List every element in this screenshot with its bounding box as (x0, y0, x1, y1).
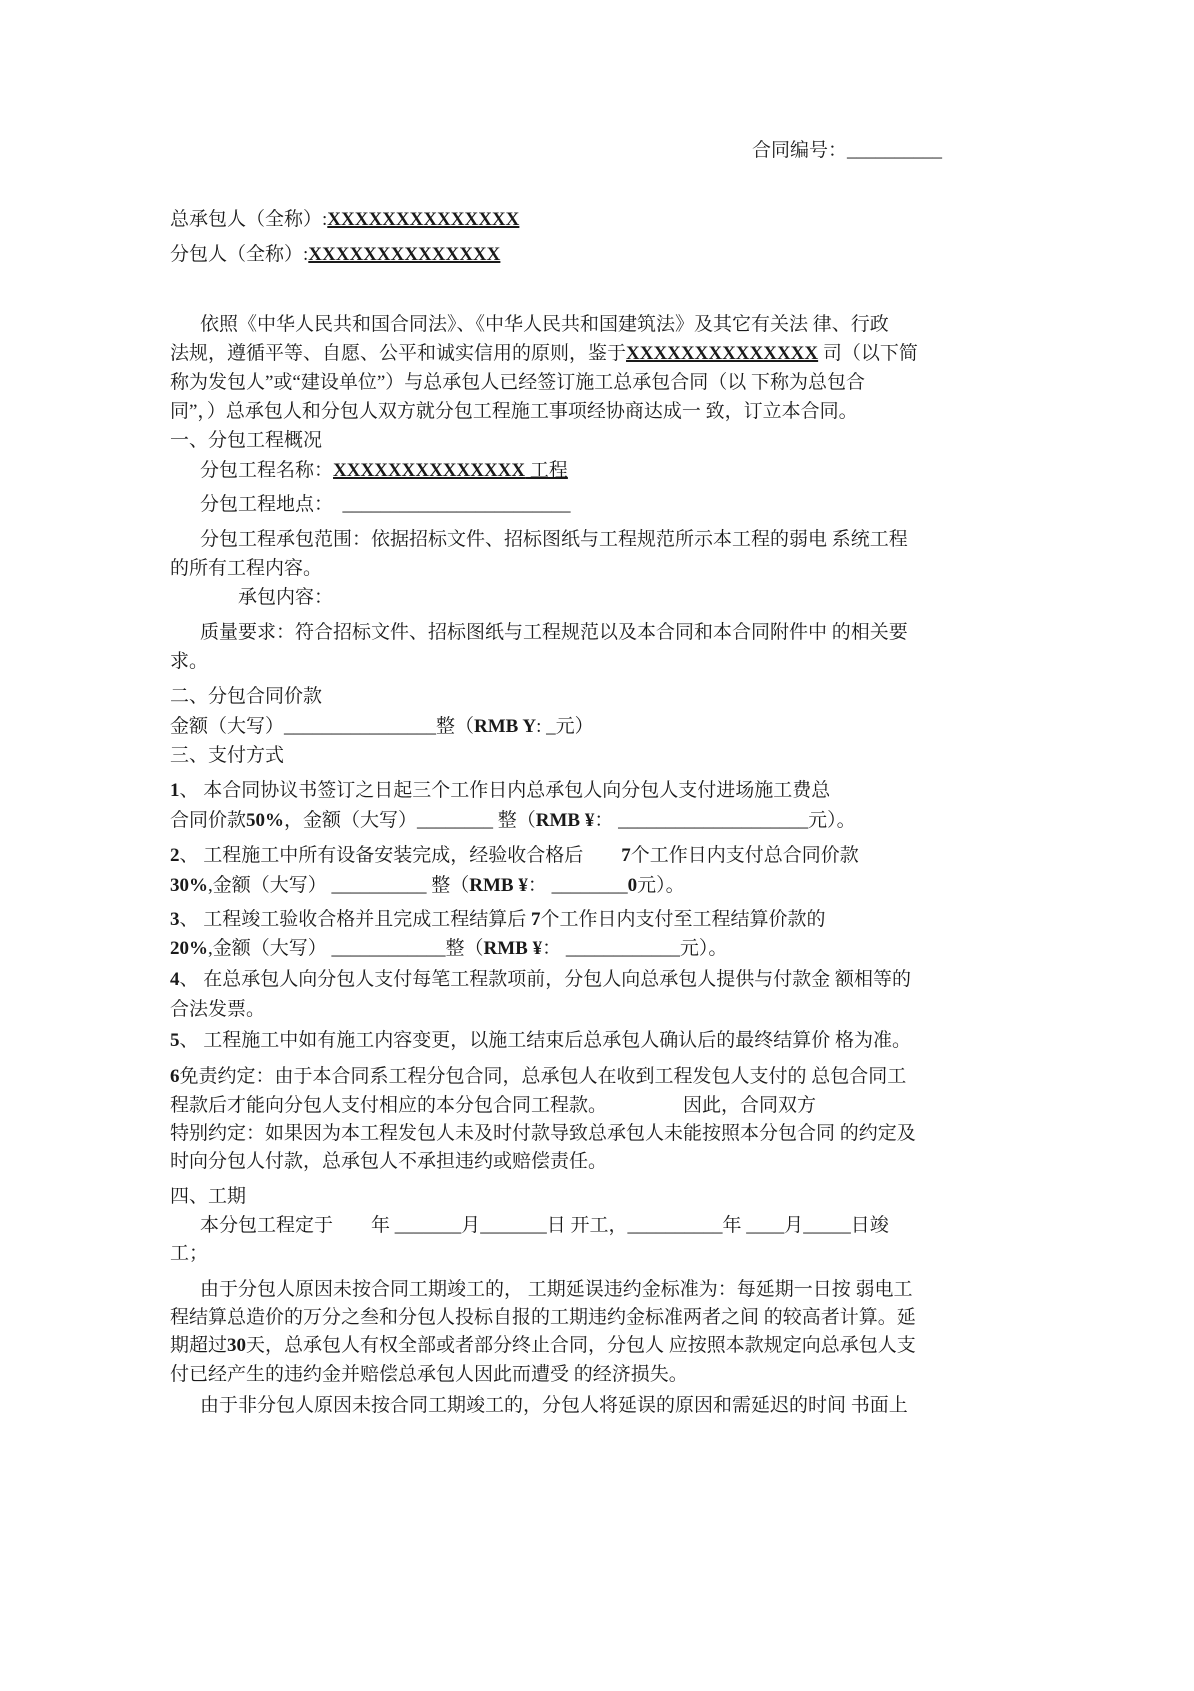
text-segment: 合法发票。 (170, 999, 266, 1020)
text-line (170, 1306, 916, 1330)
text-segment: 称为发包人”或“建设单位”）与总承包人已经签订施工总承包合同（以 下称为总包合 (170, 372, 866, 393)
text-segment: 天，总承包人有权全部或者部分终止合同，分包人 应按照本款规定向总承包人支 (246, 1335, 916, 1356)
text-segment: 30% (170, 875, 208, 896)
text-segment: 0 (627, 875, 638, 896)
text-segment: 20% (170, 938, 208, 959)
text-segment: ,金额（大写） ____________整（ (208, 938, 484, 959)
text-line (170, 1185, 246, 1209)
text-segment: 求。 (170, 651, 209, 672)
text-segment: 30 (227, 1335, 247, 1356)
text-segment: 6 (170, 1066, 180, 1087)
text-segment: 合同价款 (170, 810, 247, 831)
text-segment: 三、支付方式 (170, 745, 285, 766)
text-segment: 、 工程施工中如有施工内容变更，以施工结束后总承包人确认后的最终结算价 格为准。 (179, 1030, 912, 1051)
text-segment: 时向分包人付款，总承包人不承担违约或赔偿责任。 (170, 1151, 608, 1172)
text-line (170, 874, 685, 898)
placeholder-name: XXXXXXXXXXXXXX (626, 343, 819, 364)
text-line (200, 621, 908, 645)
text-line (200, 1214, 889, 1238)
text-segment: RMB ¥ (535, 810, 595, 831)
text-segment: 7 (621, 845, 631, 866)
text-segment: 个工作日内支付总合同价款 (630, 845, 859, 866)
text-segment: 50% (246, 810, 285, 831)
text-segment: 的所有工程内容。 (170, 558, 323, 579)
text-segment: ,金额（大写） __________ 整（ (208, 875, 470, 896)
text-segment: 分包工程地点： ________________________ (200, 494, 571, 515)
text-segment: 依照《中华人民共和国合同法》、《中华人民共和国建筑法》及其它有关法 律、行政 (200, 314, 889, 335)
text-line (200, 493, 571, 517)
text-segment: 2 (170, 845, 180, 866)
text-segment: RMB ¥ (483, 938, 543, 959)
text-line (170, 243, 500, 267)
text-line (170, 650, 208, 674)
text-segment: 程款后才能向分包人支付相应的本分包合同工程款。 因此，合同双方 (170, 1095, 817, 1116)
text-segment: 元）。 (637, 875, 685, 896)
text-line (200, 313, 889, 337)
text-segment: 分包工程名称： (200, 460, 334, 481)
text-line (170, 685, 322, 709)
text-segment: 承包内容： (238, 587, 334, 608)
text-line (170, 342, 918, 366)
text-segment: 7 (531, 909, 541, 930)
placeholder-name: XXXXXXXXXXXXXX (308, 244, 501, 265)
text-segment: ，金额（大写）________ 整（ (284, 810, 536, 831)
text-line (200, 1394, 908, 1418)
text-segment: 程结算总造价的万分之叁和分包人投标自报的工期违约金标准两者之间 的较高者计算。延 (170, 1307, 916, 1328)
text-line (170, 371, 865, 395)
text-segment: ： ____________元）。 (542, 938, 728, 959)
text-line (170, 1334, 916, 1358)
text-segment: 本分包工程定于 年 _______月_______日 开工，__________年 ____月_____日竣 (200, 1215, 889, 1236)
placeholder-name: XXXXXXXXXXXXXX (327, 209, 520, 230)
text-segment: 由于分包人原因未按合同工期竣工的， 工期延误违约金标准为：每延期一日按 弱电工 (200, 1279, 913, 1300)
text-line (170, 998, 265, 1022)
text-segment: 一、分包工程概况 (170, 430, 323, 451)
text-line (170, 1150, 607, 1174)
text-line (170, 779, 830, 803)
text-line (170, 1029, 911, 1053)
text-segment: 二、分包合同价款 (170, 686, 323, 707)
text-line (752, 139, 942, 163)
text-segment: 合同编号：__________ (752, 140, 943, 161)
text-segment: 5 (170, 1030, 180, 1051)
text-segment: 司（以下简 (818, 343, 918, 364)
text-line (200, 528, 908, 552)
text-segment: 期超过 (170, 1335, 228, 1356)
text-line (170, 429, 322, 453)
text-line (200, 1278, 913, 1302)
text-segment: RMB Y (474, 716, 537, 737)
text-segment: 3 (170, 909, 180, 930)
text-segment: 分包工程承包范围：依据招标文件、招标图纸与工程规范所示本工程的弱电 系统工程 (200, 529, 908, 550)
text-segment: ： ____________________元）。 (594, 810, 856, 831)
text-line (170, 968, 911, 992)
text-line (200, 459, 568, 483)
text-line (170, 400, 858, 424)
text-line (170, 1065, 906, 1089)
text-segment: 付已经产生的违约金并赔偿总承包人因此而遭受 的经济损失。 (170, 1364, 688, 1385)
text-segment: RMB ¥ (469, 875, 528, 896)
text-line (170, 208, 519, 232)
text-segment: 、 本合同协议书签订之日起三个工作日内总承包人向分包人支付进场施工费总 (179, 780, 831, 801)
text-line (170, 1094, 816, 1118)
text-segment: 免责约定：由于本合同系工程分包合同，总承包人在收到工程发包人支付的 总包合同工 (179, 1066, 907, 1087)
text-segment: 4 (170, 969, 180, 990)
text-segment: 特别约定：如果因为本工程发包人未及时付款导致总承包人未能按照本分包合同 的约定及 (170, 1123, 916, 1144)
text-segment: 、 在总承包人向分包人支付每笔工程款项前，分包人向总承包人提供与付款金 额相等的 (179, 969, 912, 990)
text-segment: 金额（大写）________________整（ (170, 716, 475, 737)
text-segment: 由于非分包人原因未按合同工期竣工的，分包人将延误的原因和需延迟的时间 书面上 (200, 1395, 908, 1416)
text-segment: 、 工程竣工验收合格并且完成工程结算后 (179, 909, 532, 930)
text-line (170, 744, 284, 768)
text-line (170, 937, 727, 961)
text-segment: 四、工期 (170, 1186, 247, 1207)
text-line (170, 1242, 208, 1266)
text-segment: 工； (170, 1243, 209, 1264)
text-segment: 法规，遵循平等、自愿、公平和诚实信用的原则，鉴于 (170, 343, 627, 364)
text-line (170, 844, 859, 868)
text-segment: 个工作日内支付至工程结算价款的 (540, 909, 826, 930)
text-line (238, 586, 333, 610)
text-segment: 质量要求：符合招标文件、招标图纸与工程规范以及本合同和本合同附件中 的相关要 (200, 622, 908, 643)
text-line (170, 1363, 688, 1387)
text-line (170, 715, 594, 739)
text-segment: ： ________ (527, 875, 628, 896)
text-segment: : _元） (536, 716, 594, 737)
placeholder-name: XXXXXXXXXXXXXX (333, 460, 526, 481)
text-segment: 分包人（全称）: (170, 244, 309, 265)
text-segment: 、 工程施工中所有设备安装完成，经验收合格后 (179, 845, 622, 866)
text-line (170, 1122, 916, 1146)
text-segment: 1 (170, 780, 180, 801)
text-line (170, 809, 856, 833)
text-line (170, 557, 322, 581)
text-line (170, 908, 826, 932)
text-segment: 工程 (525, 460, 568, 481)
text-segment: 总承包人（全称）: (170, 209, 328, 230)
text-segment: 同”，）总承包人和分包人双方就分包工程施工事项经协商达成一 致，订立本合同。 (170, 401, 858, 422)
